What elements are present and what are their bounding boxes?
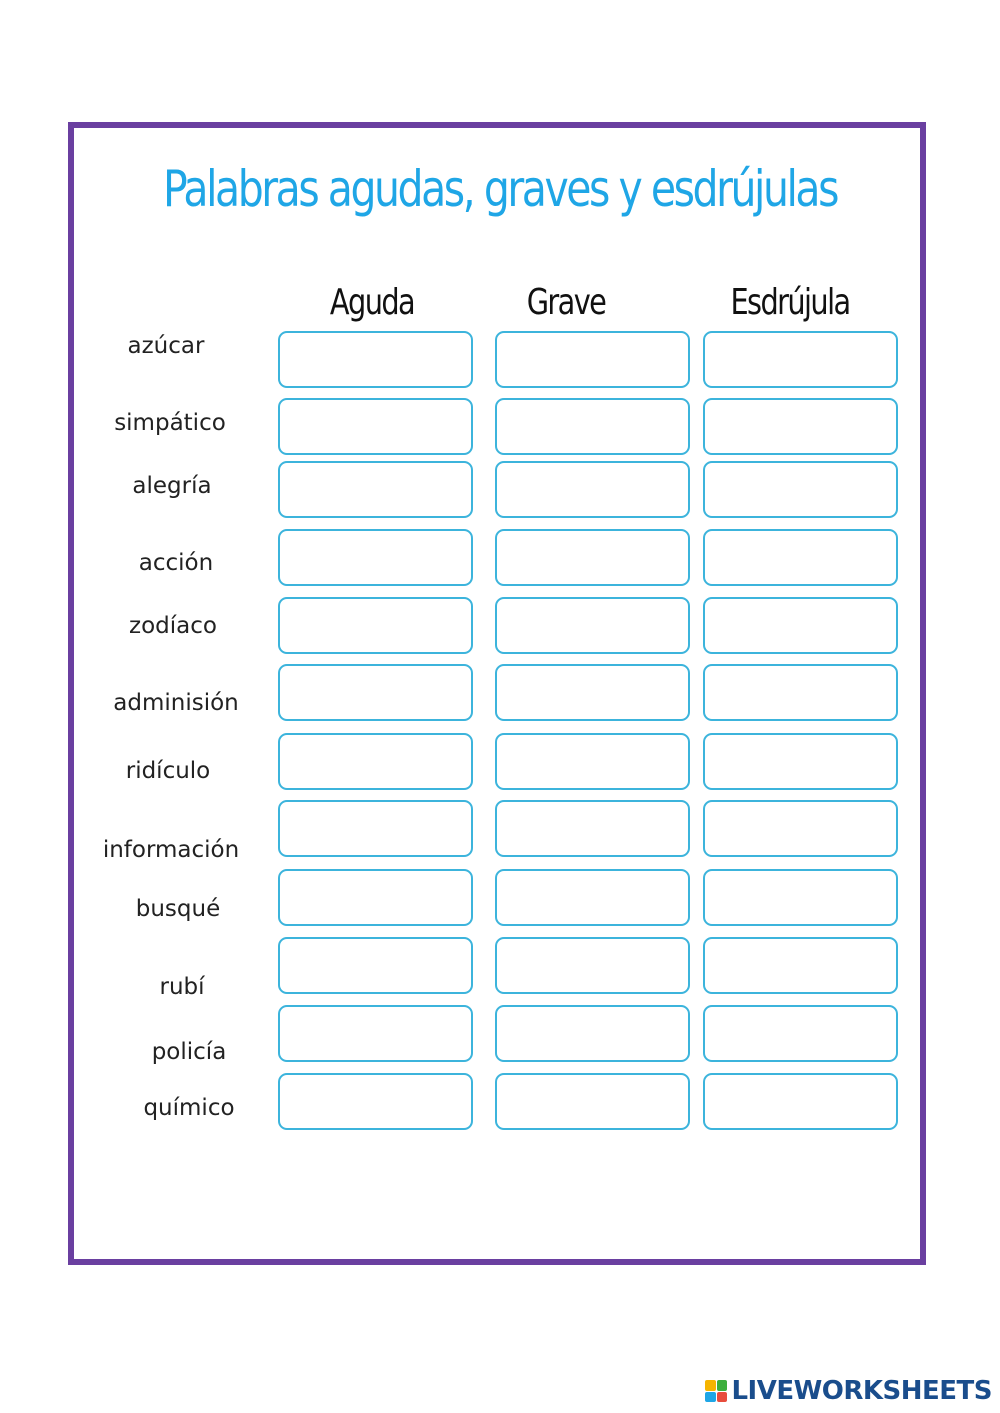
column-header-aguda: Aguda	[329, 282, 415, 323]
answer-box-esdrujula[interactable]	[703, 398, 898, 455]
column-header-grave: Grave	[526, 282, 606, 323]
word-label: azúcar	[127, 333, 205, 359]
word-label: alegría	[132, 473, 212, 499]
answer-box-esdrujula[interactable]	[703, 664, 898, 721]
answer-box-aguda[interactable]	[278, 1005, 473, 1062]
answer-box-esdrujula[interactable]	[703, 1005, 898, 1062]
answer-box-esdrujula[interactable]	[703, 331, 898, 388]
answer-box-aguda[interactable]	[278, 869, 473, 926]
answer-box-esdrujula[interactable]	[703, 1073, 898, 1130]
answer-box-grave[interactable]	[495, 869, 690, 926]
answer-box-grave[interactable]	[495, 529, 690, 586]
answer-box-grave[interactable]	[495, 461, 690, 518]
answer-box-aguda[interactable]	[278, 461, 473, 518]
answer-box-aguda[interactable]	[278, 398, 473, 455]
answer-box-esdrujula[interactable]	[703, 529, 898, 586]
answer-box-aguda[interactable]	[278, 733, 473, 790]
answer-box-grave[interactable]	[495, 1073, 690, 1130]
answer-box-grave[interactable]	[495, 597, 690, 654]
answer-box-grave[interactable]	[495, 1005, 690, 1062]
answer-box-esdrujula[interactable]	[703, 597, 898, 654]
answer-box-grave[interactable]	[495, 937, 690, 994]
word-label: simpático	[114, 410, 226, 436]
column-header-esdrujula: Esdrújula	[730, 282, 850, 323]
word-label: zodíaco	[129, 613, 217, 639]
worksheet-title: Palabras agudas, graves y esdrújulas	[163, 160, 837, 218]
answer-box-grave[interactable]	[495, 733, 690, 790]
answer-box-aguda[interactable]	[278, 1073, 473, 1130]
word-label: acción	[138, 550, 214, 576]
answer-box-esdrujula[interactable]	[703, 937, 898, 994]
answer-box-esdrujula[interactable]	[703, 733, 898, 790]
word-label: rubí	[159, 974, 205, 1000]
word-label: adminisión	[113, 690, 239, 716]
answer-box-grave[interactable]	[495, 800, 690, 857]
answer-box-aguda[interactable]	[278, 529, 473, 586]
answer-box-aguda[interactable]	[278, 800, 473, 857]
word-label: químico	[143, 1095, 235, 1121]
liveworksheets-logo-icon	[705, 1380, 727, 1402]
answer-box-grave[interactable]	[495, 398, 690, 455]
answer-box-aguda[interactable]	[278, 937, 473, 994]
answer-box-aguda[interactable]	[278, 597, 473, 654]
word-label: información	[102, 837, 240, 863]
answer-box-esdrujula[interactable]	[703, 461, 898, 518]
word-label: busqué	[135, 896, 221, 922]
answer-box-aguda[interactable]	[278, 331, 473, 388]
answer-box-esdrujula[interactable]	[703, 800, 898, 857]
answer-box-esdrujula[interactable]	[703, 869, 898, 926]
footer-brand	[705, 1377, 992, 1405]
answer-box-aguda[interactable]	[278, 664, 473, 721]
answer-box-grave[interactable]	[495, 331, 690, 388]
answer-box-grave[interactable]	[495, 664, 690, 721]
brand-name: LIVEWORKSHEETS	[731, 1376, 992, 1406]
word-label: ridículo	[125, 758, 211, 784]
word-label: policía	[151, 1039, 227, 1065]
